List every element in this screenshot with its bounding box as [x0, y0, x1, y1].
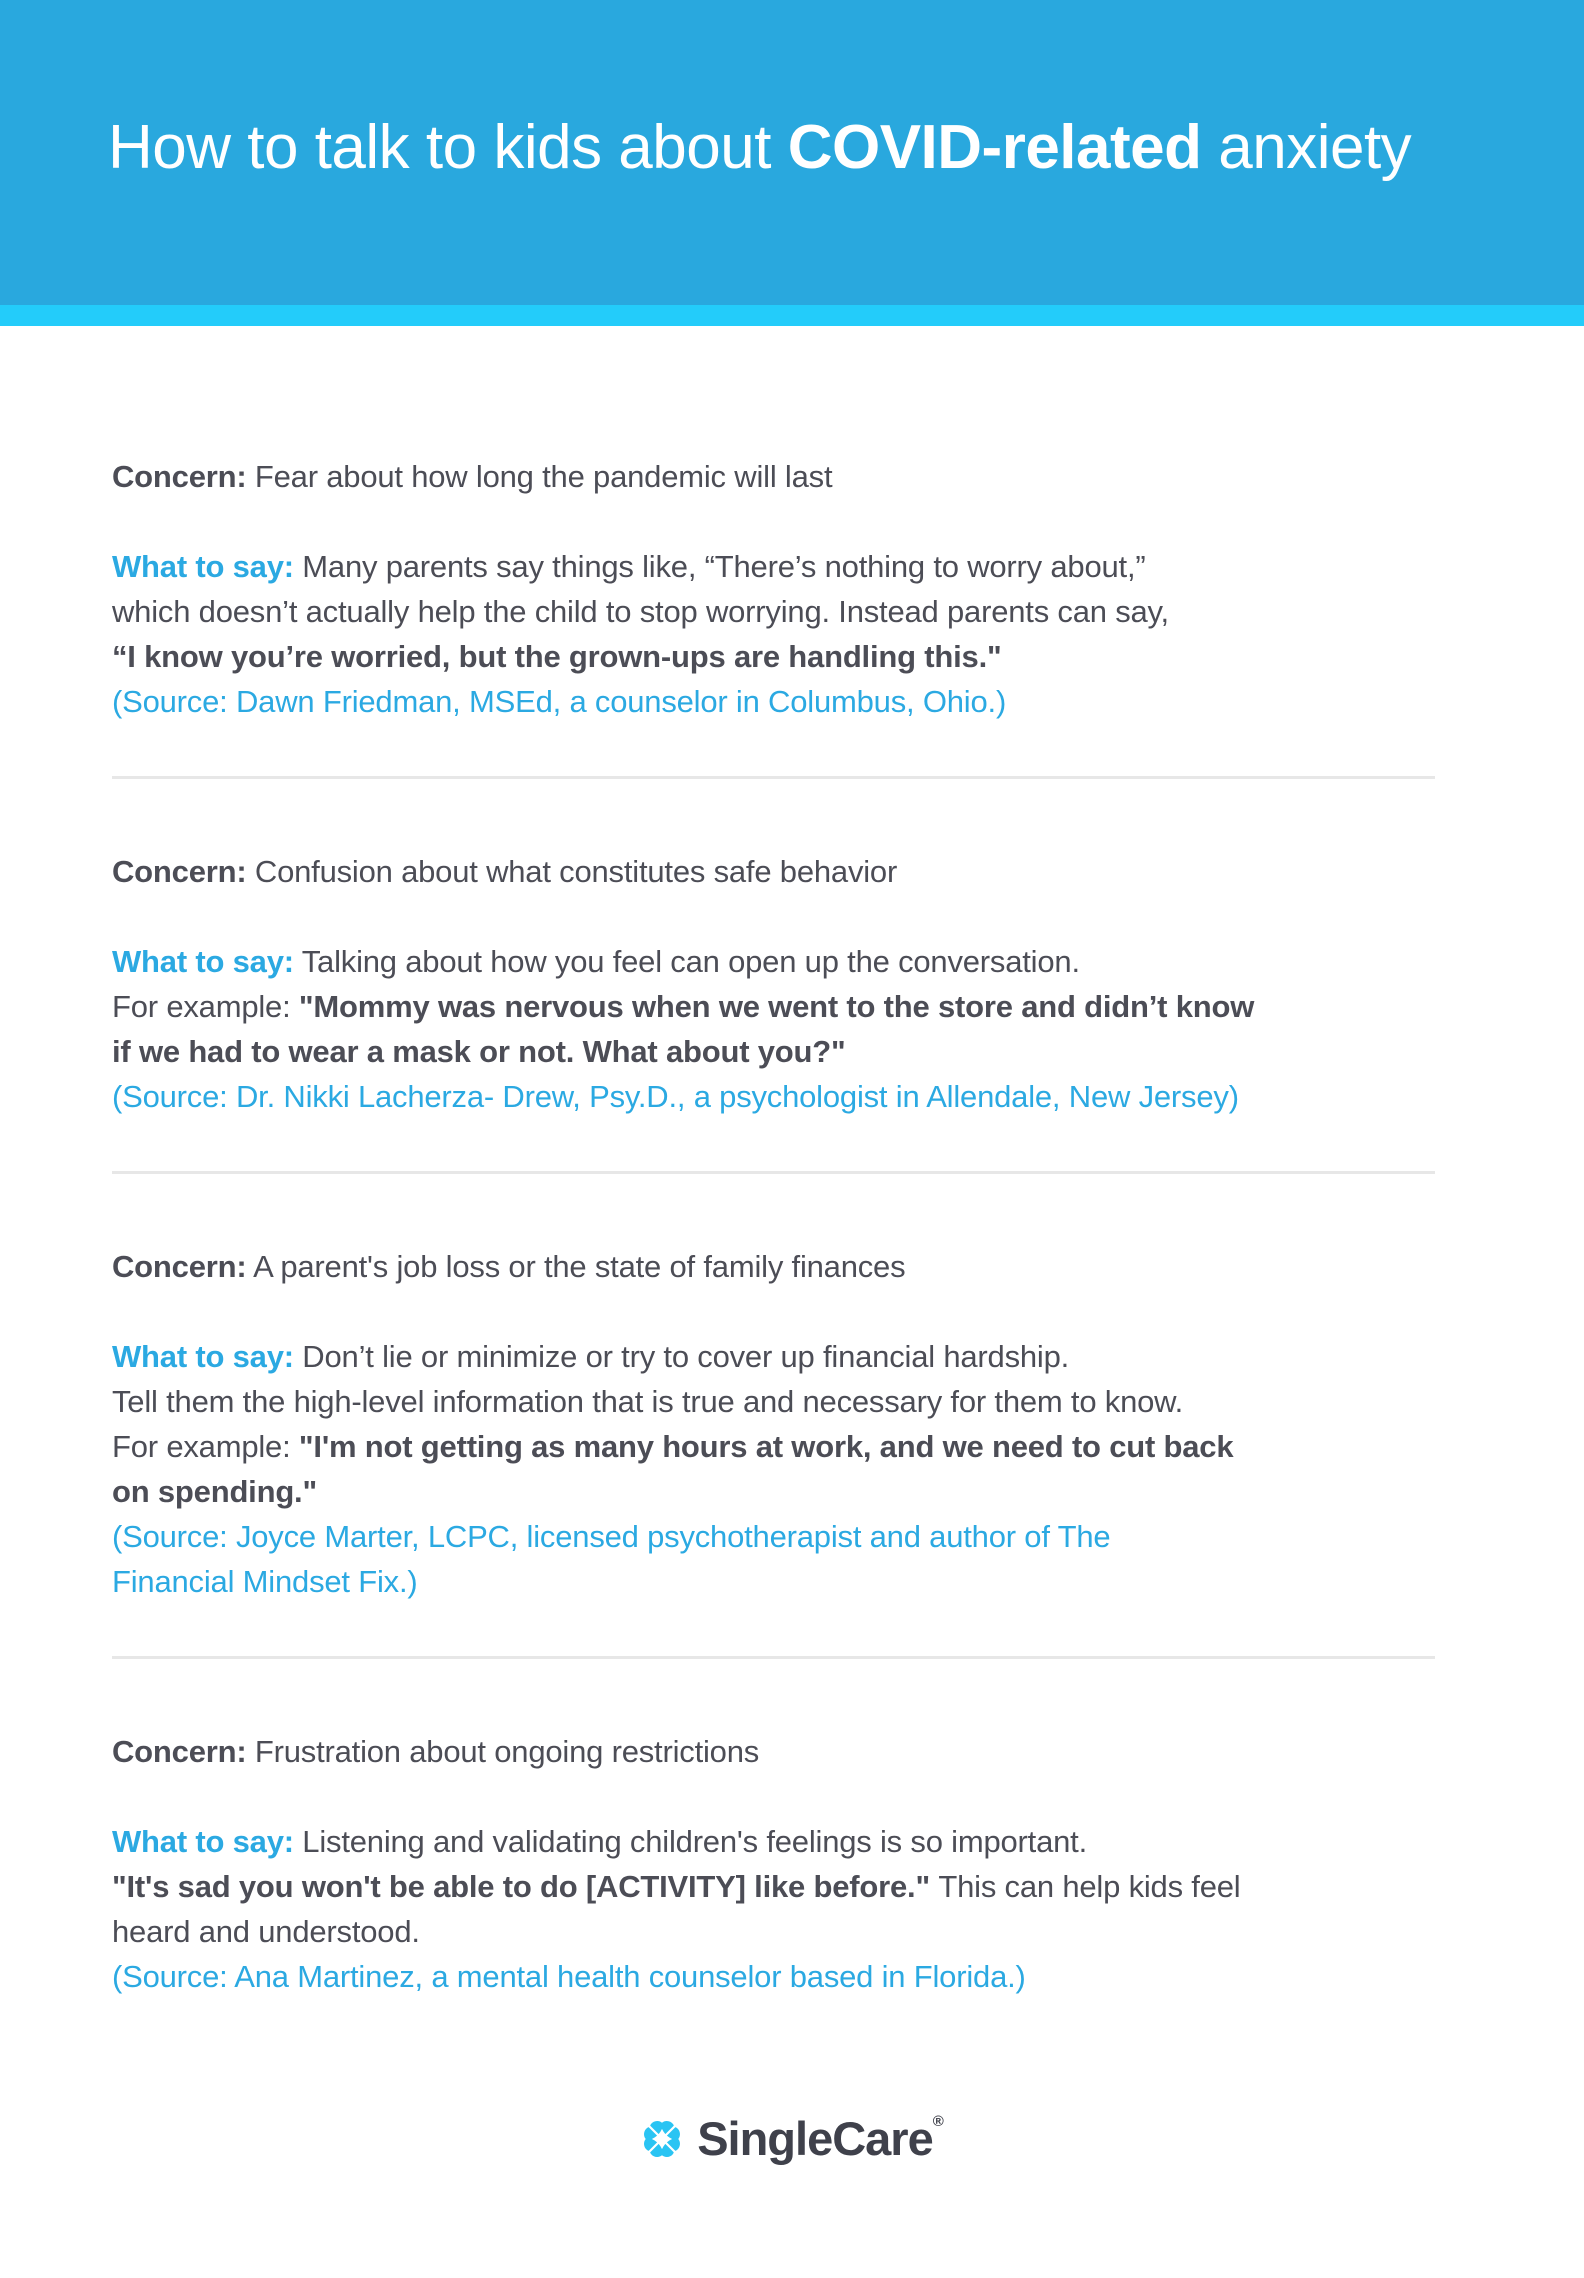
concern-text: Fear about how long the pandemic will last	[246, 459, 833, 494]
concern-label: Concern:	[112, 854, 247, 889]
brand-name: SingleCare	[697, 2112, 933, 2165]
concern-text: Confusion about what constitutes safe behavior	[246, 854, 898, 889]
header-banner	[0, 0, 1584, 305]
text-segment: For example:	[112, 1429, 299, 1464]
text-segment: Listening and validating children's feelings is so important.	[293, 1824, 1087, 1859]
footer	[0, 2111, 1584, 2166]
text-segment: heard and understood.	[112, 1914, 420, 1949]
concern-label: Concern:	[112, 1734, 247, 1769]
section-divider	[112, 1171, 1435, 1174]
text-segment: if we had to wear a mask or not. What about you?"	[112, 1034, 846, 1069]
page-title-bold: COVID-related	[787, 113, 1202, 182]
concern-line	[112, 849, 1492, 894]
concern-text: Frustration about ongoing restrictions	[246, 1734, 760, 1769]
text-segment: which doesn’t actually help the child to stop worrying. Instead parents can say,	[112, 594, 1169, 629]
section-divider	[112, 776, 1435, 779]
text-segment: Tell them the high-level information that is true and necessary for them to know.	[112, 1384, 1184, 1419]
concern-label: Concern:	[112, 1249, 247, 1284]
text-segment: "Mommy was nervous when we went to the store and didn’t know	[298, 989, 1255, 1024]
text-segment: (Source: Dawn Friedman, MSEd, a counselor in Columbus, Ohio.)	[112, 684, 1007, 719]
text-segment: What to say:	[112, 1339, 294, 1374]
text-segment: What to say:	[112, 549, 294, 584]
section-pandemic-duration	[112, 454, 1492, 724]
concern-line	[112, 1244, 1492, 1289]
text-segment: This can help kids feel	[938, 1869, 1241, 1904]
text-segment: Don’t lie or minimize or try to cover up financial hardship.	[293, 1339, 1070, 1374]
content-area	[0, 326, 1584, 1999]
text-segment: Talking about how you feel can open up the conversation.	[293, 944, 1080, 979]
text-segment: Many parents say things like, “There’s nothing to worry about,”	[293, 549, 1146, 584]
concern-line	[112, 454, 1492, 499]
registered-mark: ®	[932, 2113, 944, 2130]
what-to-say-paragraph	[112, 1819, 1492, 1999]
singlecare-logo	[640, 2111, 944, 2166]
text-segment: "I'm not getting as many hours at work, and we need to cut back	[298, 1429, 1234, 1464]
page-title	[108, 112, 1411, 183]
section-safe-behavior	[112, 849, 1492, 1119]
concern-label: Concern:	[112, 459, 247, 494]
page-title-prefix: How to talk to kids about	[108, 113, 788, 182]
page-title-suffix: anxiety	[1201, 113, 1412, 182]
text-segment: (Source: Dr. Nikki Lacherza- Drew, Psy.D., a psychologist in Allendale, New Jersey)	[112, 1079, 1239, 1114]
singlecare-cross-icon	[640, 2117, 684, 2161]
what-to-say-paragraph	[112, 544, 1492, 724]
section-family-finances	[112, 1244, 1492, 1604]
text-segment: (Source: Ana Martinez, a mental health counselor based in Florida.)	[112, 1959, 1026, 1994]
text-segment: Financial Mindset Fix.)	[112, 1564, 418, 1599]
text-segment: What to say:	[112, 1824, 294, 1859]
text-segment: “I know you’re worried, but the grown-ups are handling this."	[112, 639, 1002, 674]
text-segment: What to say:	[112, 944, 294, 979]
what-to-say-paragraph	[112, 939, 1492, 1119]
section-divider	[112, 1656, 1435, 1659]
text-segment: For example:	[112, 989, 299, 1024]
section-ongoing-restrictions	[112, 1729, 1492, 1999]
what-to-say-paragraph	[112, 1334, 1492, 1604]
text-segment: (Source: Joyce Marter, LCPC, licensed psychotherapist and author of The	[112, 1519, 1111, 1554]
text-segment: on spending."	[112, 1474, 317, 1509]
banner-accent-strip	[0, 305, 1584, 326]
text-segment: "It's sad you won't be able to do [ACTIVITY] like before."	[112, 1869, 939, 1904]
concern-text: A parent's job loss or the state of family finances	[246, 1249, 906, 1284]
concern-line	[112, 1729, 1492, 1774]
